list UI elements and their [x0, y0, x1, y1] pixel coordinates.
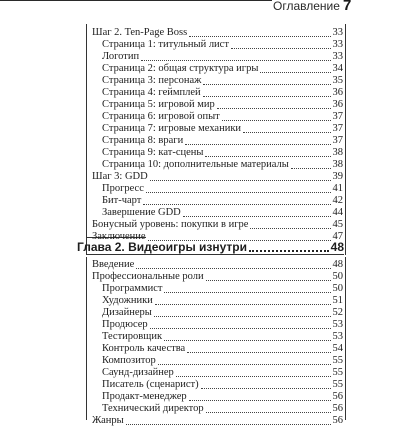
entry-page: 56 — [332, 403, 343, 414]
entry-page: 55 — [332, 379, 343, 390]
toc-entry[interactable] — [102, 207, 343, 219]
leader-dots — [222, 120, 331, 121]
entry-label: Заключение — [92, 231, 146, 242]
toc-entry-professional-roles[interactable] — [92, 271, 343, 283]
entry-page: 50 — [332, 271, 343, 282]
leader-dots — [158, 364, 331, 365]
entry-label: Бит-чарт — [102, 195, 142, 206]
entry-page: 36 — [332, 99, 343, 110]
toc-entry[interactable] — [102, 343, 343, 355]
toc-entry[interactable] — [102, 159, 343, 171]
entry-label: Бонусный уровень: покупки в игре — [92, 219, 249, 230]
entry-label: Композитор — [102, 355, 156, 366]
toc-entry[interactable] — [102, 39, 343, 51]
entry-label: Тестировщик — [102, 331, 163, 342]
entry-page: 50 — [332, 283, 343, 294]
leader-dots — [146, 192, 331, 193]
entry-label: Дизайнеры — [102, 307, 152, 318]
leader-dots — [126, 424, 331, 425]
leader-dots — [205, 156, 330, 157]
entry-page: 44 — [332, 207, 343, 218]
entry-page: 38 — [332, 159, 343, 170]
leader-dots — [243, 132, 330, 133]
entry-label: Художники — [102, 295, 153, 306]
toc-entry-step-2[interactable] — [92, 27, 343, 39]
entry-label: Продакт-менеджер — [102, 391, 187, 402]
entry-page: 54 — [332, 343, 343, 354]
entry-label: Страница 1: титульный лист — [102, 39, 229, 50]
leader-dots — [176, 376, 331, 377]
entry-page: 39 — [332, 171, 343, 182]
leader-dots — [143, 204, 330, 205]
leader-dots — [150, 180, 331, 181]
toc-entry[interactable] — [102, 367, 343, 379]
entry-page: 53 — [332, 331, 343, 342]
leader-dots — [206, 412, 331, 413]
leader-dots — [203, 84, 330, 85]
toc-entry[interactable] — [102, 75, 343, 87]
entry-label: Саунд-дизайнер — [102, 367, 174, 378]
leader-dots — [155, 304, 331, 305]
entry-label: Профессиональные роли — [92, 271, 204, 282]
leader-dots — [217, 108, 331, 109]
leader-dots — [291, 168, 331, 169]
leader-dots — [185, 144, 330, 145]
toc-entry-introduction[interactable] — [92, 259, 343, 271]
entry-label: Жанры — [92, 415, 124, 426]
chapter-label: Глава 2. Видеоигры изнутри — [77, 240, 248, 254]
entry-label: Продюсер — [102, 319, 148, 330]
toc-entry[interactable] — [102, 379, 343, 391]
entry-label: Страница 3: персонаж — [102, 75, 202, 86]
entry-label: Шаг 3: GDD — [92, 171, 148, 182]
entry-page: 42 — [332, 195, 343, 206]
leader-dots — [150, 328, 331, 329]
toc-entry-genres[interactable] — [92, 415, 343, 427]
entry-page: 55 — [332, 355, 343, 366]
entry-label: Контроль качества — [102, 343, 186, 354]
entry-label: Введение — [92, 259, 135, 270]
toc-entry[interactable] — [102, 283, 343, 295]
entry-page: 34 — [332, 63, 343, 74]
leader-dots — [201, 388, 331, 389]
toc-entry[interactable] — [102, 99, 343, 111]
leader-dots — [250, 228, 330, 229]
toc-entry[interactable] — [102, 111, 343, 123]
entry-label: Страница 4: геймплей — [102, 87, 201, 98]
entry-page: 53 — [332, 319, 343, 330]
entry-page: 37 — [332, 111, 343, 122]
entry-page: 38 — [332, 147, 343, 158]
entry-page: 56 — [332, 391, 343, 402]
entry-page: 56 — [332, 415, 343, 426]
entry-label: Программист — [102, 283, 163, 294]
toc-entry[interactable] — [102, 355, 343, 367]
entry-label: Страница 6: игровой опыт — [102, 111, 220, 122]
toc-entry[interactable] — [102, 319, 343, 331]
toc-entry[interactable] — [102, 331, 343, 343]
entry-label: Технический директор — [102, 403, 204, 414]
toc-entry[interactable] — [102, 147, 343, 159]
entry-page: 51 — [332, 295, 343, 306]
toc-chapter-2[interactable] — [77, 240, 344, 254]
leader-dots — [189, 36, 330, 37]
entry-label: Страница 2: общая структура игры — [102, 63, 259, 74]
entry-label: Страница 7: игровые механики — [102, 123, 242, 134]
entry-label: Страница 10: дополнительные материалы — [102, 159, 289, 170]
toc-entry[interactable] — [102, 391, 343, 403]
leader-dots — [141, 60, 330, 61]
entry-page: 45 — [332, 219, 343, 230]
header-rule — [0, 0, 272, 1]
leader-dots — [154, 316, 331, 317]
leader-dots — [136, 268, 330, 269]
leader-dots — [189, 400, 331, 401]
entry-label: Страница 5: игровой мир — [102, 99, 215, 110]
leader-dots — [164, 292, 330, 293]
entry-label: Страница 8: враги — [102, 135, 184, 146]
leader-dots — [231, 48, 331, 49]
toc-entry[interactable] — [102, 403, 343, 415]
toc-entry[interactable] — [102, 295, 343, 307]
toc-entry-step-3[interactable] — [92, 171, 343, 183]
entry-page: 36 — [332, 87, 343, 98]
frame-separator — [86, 254, 344, 255]
toc-entry[interactable] — [102, 307, 343, 319]
running-title: Оглавление — [273, 0, 340, 13]
entry-page: 48 — [332, 259, 343, 270]
leader-dots — [260, 72, 330, 73]
leader-dots — [203, 96, 331, 97]
toc-entry[interactable] — [102, 183, 343, 195]
toc-entry-bonus-level[interactable] — [92, 219, 343, 231]
entry-page: 37 — [332, 123, 343, 134]
entry-page: 33 — [332, 51, 343, 62]
entry-page: 37 — [332, 135, 343, 146]
entry-page: 33 — [332, 39, 343, 50]
toc-entry[interactable] — [102, 63, 343, 75]
entry-page: 41 — [332, 183, 343, 194]
entry-page: 55 — [332, 367, 343, 378]
entry-label: Шаг 2. Ten-Page Boss — [92, 27, 188, 38]
entry-label: Логотип — [102, 51, 140, 62]
entry-page: 35 — [332, 75, 343, 86]
entry-label: Прогресс — [102, 183, 144, 194]
toc-entry[interactable] — [102, 87, 343, 99]
entry-page: 52 — [332, 307, 343, 318]
entry-label: Завершение GDD — [102, 207, 181, 218]
entry-page: 33 — [332, 27, 343, 38]
chapter-page: 48 — [330, 240, 344, 254]
toc-entry[interactable] — [102, 51, 343, 63]
leader-dots — [206, 280, 331, 281]
leader-dots — [183, 216, 331, 217]
entry-page: 47 — [332, 231, 343, 242]
toc-entry[interactable] — [102, 135, 343, 147]
leader-dots — [164, 340, 330, 341]
page-number: 7 — [343, 0, 352, 14]
toc-entry[interactable] — [102, 195, 343, 207]
leader-dots — [249, 250, 329, 252]
leader-dots — [187, 352, 330, 353]
entry-label: Страница 9: кат-сцены — [102, 147, 204, 158]
toc-entry[interactable] — [102, 123, 343, 135]
entry-label: Писатель (сценарист) — [102, 379, 199, 390]
